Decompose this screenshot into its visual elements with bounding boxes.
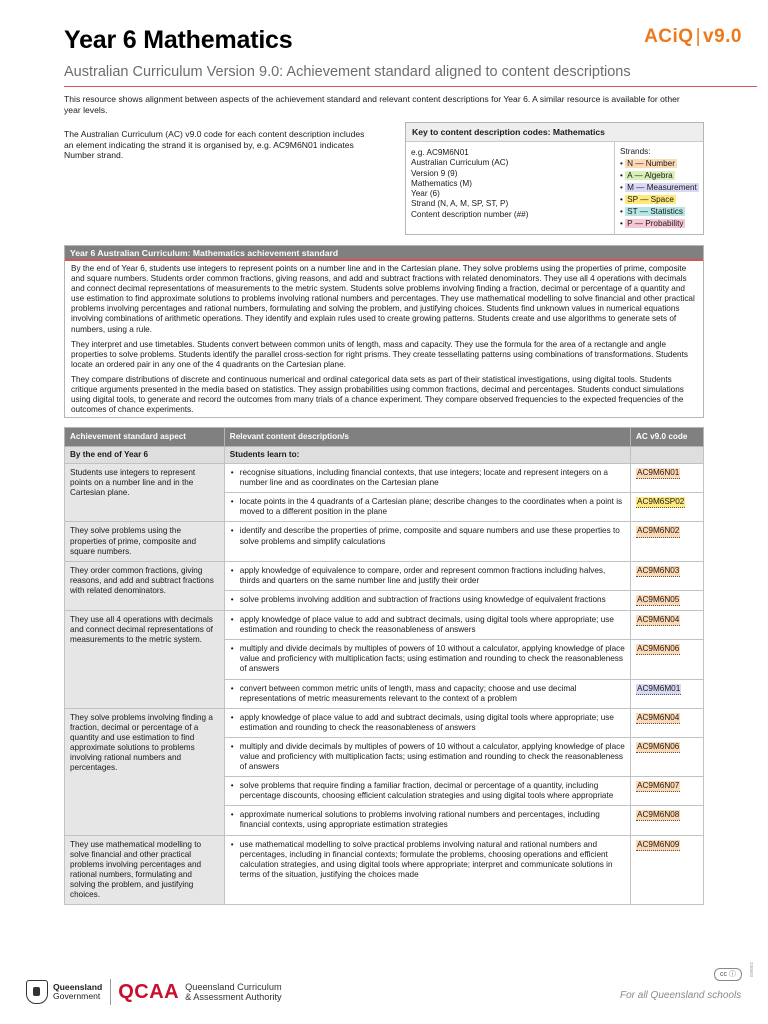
standard-paragraph: They interpret and use timetables. Students convert between common units of length, mass and capacity. They use the formula for the area of a rectangle and angle properties to solve problems. Students identify the parallel cross-section for right prisms. They create tessellating patterns using combinations of transformations. Students locate an ordered pair in any one of the 4 quadrants on the Cartesian plane.	[71, 339, 688, 369]
strand-label: A — Algebra	[627, 171, 673, 180]
content-code-link[interactable]: AC9M6N05	[636, 595, 680, 606]
content-code-link[interactable]: AC9M6N03	[636, 566, 680, 577]
description-cell	[224, 835, 630, 905]
content-code-link[interactable]: AC9M6N06	[636, 742, 680, 753]
aspect-cell: They order common fractions, giving reasons, and add and subtract fractions with related denominators.	[65, 561, 225, 610]
description-cell	[224, 777, 630, 806]
aspect-cell: They solve problems involving finding a fraction, decimal or percentage of a quantity and use estimation to find approximate solutions to problems involving rational numbers and percentages.	[65, 708, 225, 835]
description-text: • apply knowledge of place value to add and subtract decimals, using digital tools where appropriate; use estimation and rounding to check the reasonableness of answers	[230, 615, 625, 635]
subheader-description: Students learn to:	[224, 447, 630, 464]
content-code-link[interactable]: AC9M6N06	[636, 644, 680, 655]
description-cell	[224, 561, 630, 590]
code-cell	[631, 640, 704, 679]
description-cell	[224, 708, 630, 737]
description-cell	[224, 522, 630, 561]
code-cell	[631, 464, 704, 493]
description-text: • locate points in the 4 quadrants of a Cartesian plane; describe changes to the coordinates when a point is moved to a different position in the plane	[230, 497, 625, 517]
footer-divider	[110, 979, 111, 1005]
code-cell	[631, 611, 704, 640]
table-row	[65, 708, 704, 737]
content-code-link[interactable]: AC9M6N02	[636, 526, 680, 537]
code-cell	[631, 835, 704, 905]
subheader-aspect: By the end of Year 6	[65, 447, 225, 464]
column-header-aspect: Achievement standard aspect	[65, 428, 225, 447]
aciq-logo	[644, 26, 742, 48]
description-text: • apply knowledge of equivalence to compare, order and represent common fractions including halves, thirds and quarters on the same number line and justify their order	[230, 566, 625, 586]
queensland-crest-icon	[26, 980, 48, 1004]
code-cell	[631, 493, 704, 522]
logo-version-text: v9.0	[703, 26, 742, 47]
aspect-cell: They use mathematical modelling to solve financial and other practical problems involving percentages and rational numbers, formulating and solving the problem, and justifying choices.	[65, 835, 225, 905]
table-subheader-row	[65, 447, 704, 464]
code-cell	[631, 737, 704, 776]
strand-label: N — Number	[627, 159, 675, 168]
alignment-table	[64, 427, 704, 905]
subheader-code	[631, 447, 704, 464]
content-code-link[interactable]: AC9M6M01	[636, 684, 681, 695]
footer-logos	[26, 979, 282, 1005]
content-code-link[interactable]: AC9M6SP02	[636, 497, 685, 508]
description-cell	[224, 493, 630, 522]
aspect-cell: They use all 4 operations with decimals and connect decimal representations of measurements to the metric system.	[65, 611, 225, 709]
description-text: • identify and describe the properties of prime, composite and square numbers and use these properties to solve problems and simplify calculations	[230, 526, 625, 546]
description-cell	[224, 590, 630, 610]
qcaa-name-line1: Queensland Curriculum	[185, 982, 282, 992]
footer-tagline: For all Queensland schools	[620, 990, 742, 1001]
strand-item: • A — Algebra	[620, 171, 673, 180]
code-cell	[631, 522, 704, 561]
code-explanation-paragraph: The Australian Curriculum (AC) v9.0 code for each content description includes an element indicating the strand it is organised by, e.g. AC9M6N01 indicates Number strand.	[64, 129, 365, 161]
aspect-cell: They solve problems using the properties of prime, composite and square numbers.	[65, 522, 225, 561]
intro-paragraph: This resource shows alignment between aspects of the achievement standard and relevant content descriptions for Year 6. A similar resource is available for other year levels.	[64, 94, 680, 115]
key-line: Year (6)	[411, 189, 440, 199]
table-row	[65, 561, 704, 590]
table-row	[65, 835, 704, 905]
column-header-code: AC v9.0 code	[631, 428, 704, 447]
key-line: Content description number (##)	[411, 209, 529, 219]
page-subtitle: Australian Curriculum Version 9.0: Achievement standard aligned to content descriptions	[64, 64, 631, 80]
aspect-cell: Students use integers to represent points on a number line and in the Cartesian plane.	[65, 464, 225, 522]
strand-item: • N — Number	[620, 159, 675, 168]
achievement-standard-box	[64, 245, 704, 418]
qcaa-name	[185, 982, 282, 1002]
table-row	[65, 522, 704, 561]
content-code-link[interactable]: AC9M6N01	[636, 468, 680, 479]
strand-item: • ST — Statistics	[620, 207, 683, 216]
content-code-link[interactable]: AC9M6N08	[636, 810, 680, 821]
logo-aciq-text: ACiQ	[644, 26, 694, 47]
queensland-government-logo	[53, 983, 102, 1002]
description-cell	[224, 611, 630, 640]
strands-label: Strands:	[620, 147, 651, 156]
qcaa-logo: QCAA	[118, 980, 180, 1003]
description-text: • recognise situations, including financial contexts, that use integers; locate and represent integers on a number line and as coordinates on the Cartesian plane	[230, 468, 625, 488]
description-text: • convert between common metric units of length, mass and capacity; choose and use decimal representations of metric measurements relevant to the context of a problem	[230, 684, 625, 704]
description-text: • approximate numerical solutions to problems involving rational numbers and percentages, including financial contexts, using appropriate estimation strategies	[230, 810, 625, 830]
code-cell	[631, 561, 704, 590]
content-code-link[interactable]: AC9M6N04	[636, 615, 680, 626]
code-key-box	[405, 122, 704, 235]
description-cell	[224, 640, 630, 679]
key-line: Australian Curriculum (AC)	[411, 158, 509, 168]
key-line: Version 9 (9)	[411, 168, 458, 178]
description-text: • multiply and divide decimals by multiples of powers of 10 without a calculator, applying knowledge of place value and proficiency with multiplication facts; using estimation and rounding to check the reasonableness of answers	[230, 742, 625, 772]
code-key-title: Key to content description codes: Mathematics	[406, 123, 703, 142]
description-text: • apply knowledge of place value to add and subtract decimals, using digital tools where appropriate; use estimation and rounding to check the reasonableness of answers	[230, 713, 625, 733]
qcaa-name-line2: & Assessment Authority	[185, 992, 282, 1002]
creative-commons-icon: cc ⓘ	[714, 968, 742, 981]
code-cell	[631, 590, 704, 610]
qld-gov-line1: Queensland	[53, 981, 103, 992]
column-header-description: Relevant content description/s	[224, 428, 630, 447]
table-row	[65, 611, 704, 640]
standard-paragraph: They compare distributions of discrete and continuous numerical and ordinal categorical data sets as part of their statistical investigations, using digital tools. Students critique arguments presented in the media based on statistics. They assign probabilities using common fractions, decimal and percentages. Students conduct simulations using digital tools, to generate and record the outcomes from many trials of a chance experiment. They compare observed frequencies to the expected frequencies of the outcomes of chance experiments.	[71, 374, 684, 415]
description-text: • use mathematical modelling to solve practical problems involving natural and rational numbers and percentages, including in financial contexts; formulate the problems, choosing operations and efficient calculation strategies, and using digital tools where appropriate; interpret and communicate solutions in terms of the situation, justifying the choices made	[230, 840, 625, 880]
achievement-standard-heading: Year 6 Australian Curriculum: Mathematics achievement standard	[65, 246, 703, 261]
strand-item: • P — Probability	[620, 219, 684, 228]
description-cell	[224, 737, 630, 776]
header-rule	[64, 86, 757, 87]
standard-paragraph: By the end of Year 6, students use integers to represent points on a number line and in the Cartesian plane. They solve problems using the properties of prime, composite and square numbers. Students order common fractions, giving reasons, and add and subtract fractions with related denominators. They use all 4 operations with decimals and connect decimal representations of measurements to the metric system. Students solve problems involving finding a fraction, decimal or percentage of a quantity and use estimation to find approximate solutions to problems involving rational numbers and percentages. They use mathematical modelling to solve financial and other practical problems involving percentages and rational numbers, formulating and solving the problem, and justifying choices. Students find unknown values in numerical equations involving combinations of arithmetic operations. They identify and explain rules used to create growing patterns. Students create and use algorithms to generate sets of numbers, using a rule.	[71, 264, 695, 334]
strand-label: M — Measurement	[627, 183, 697, 192]
document-id: 230603	[749, 962, 754, 978]
code-cell	[631, 708, 704, 737]
description-text: • multiply and divide decimals by multiples of powers of 10 without a calculator, applying knowledge of place value and proficiency with multiplication facts; using estimation and rounding to check the reasonableness of answers	[230, 644, 625, 674]
description-text: • solve problems that require finding a familiar fraction, decimal or percentage of a quantity, including percentage discounts, choosing efficient calculation strategies and using digital tools where appropriate	[230, 781, 625, 801]
code-key-breakdown	[411, 148, 611, 220]
description-cell	[224, 806, 630, 835]
code-cell	[631, 777, 704, 806]
page-title: Year 6 Mathematics	[64, 26, 293, 54]
strand-item: • M — Measurement	[620, 183, 697, 192]
content-code-link[interactable]: AC9M6N09	[636, 840, 680, 851]
table-row	[65, 464, 704, 493]
content-code-link[interactable]: AC9M6N04	[636, 713, 680, 724]
strand-label: SP — Space	[627, 195, 674, 204]
description-cell	[224, 464, 630, 493]
strands-list	[614, 142, 704, 235]
description-text: • solve problems involving addition and subtraction of fractions using knowledge of equivalent fractions	[230, 595, 625, 605]
key-line: Mathematics (M)	[411, 178, 472, 188]
key-line: e.g. AC9M6N01	[411, 148, 469, 157]
strand-item: • SP — Space	[620, 195, 674, 204]
content-code-link[interactable]: AC9M6N07	[636, 781, 680, 792]
description-cell	[224, 679, 630, 708]
code-cell	[631, 806, 704, 835]
key-line: Strand (N, A, M, SP, ST, P)	[411, 199, 509, 209]
logo-separator: |	[695, 26, 702, 47]
strand-label: P — Probability	[627, 219, 684, 228]
strand-label: ST — Statistics	[627, 207, 683, 216]
code-cell	[631, 679, 704, 708]
qld-gov-line2: Government	[53, 991, 101, 1001]
